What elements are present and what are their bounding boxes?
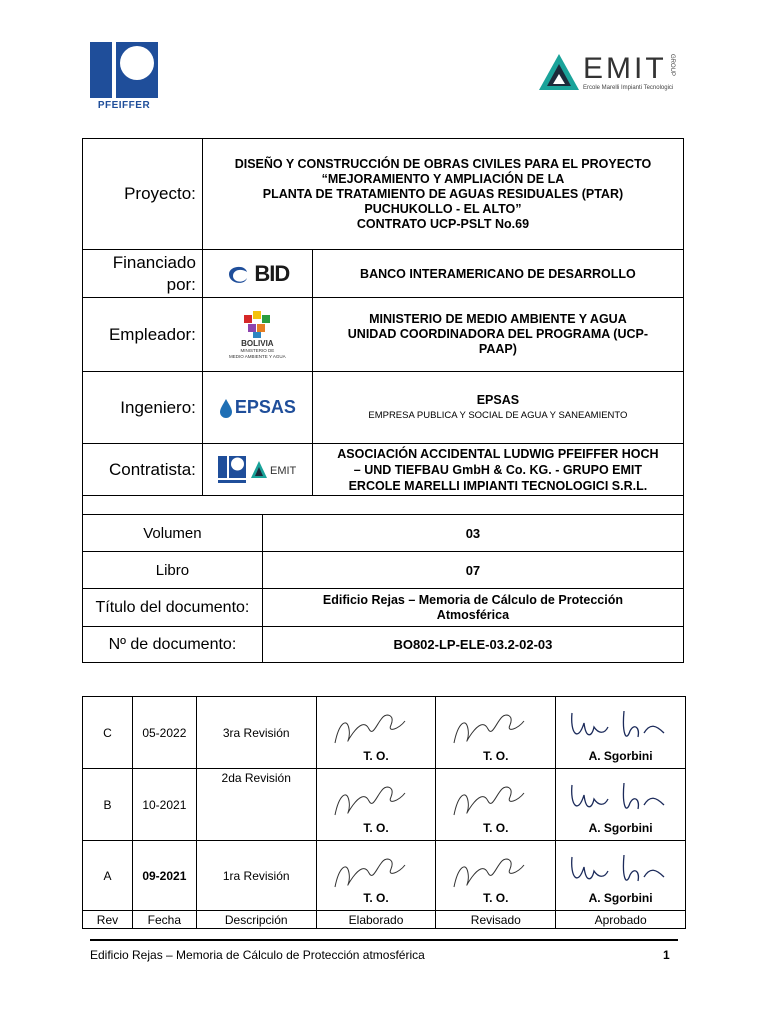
pfeiffer-mini-logo-icon bbox=[218, 456, 246, 484]
revisado-name: T. O. bbox=[483, 749, 509, 763]
engineer-name: EPSAS bbox=[476, 392, 520, 407]
revisado-signature-cell bbox=[436, 769, 556, 841]
contractor-line: – UND TIEFBAU GmbH & Co. KG. - GRUPO EMIT bbox=[353, 462, 642, 477]
signature-icon bbox=[325, 847, 415, 897]
footer-text: Edificio Rejas – Memoria de Cálculo de Protección atmosférica bbox=[90, 948, 425, 962]
contractor-label: Contratista: bbox=[83, 444, 203, 496]
financed-value: BANCO INTERAMERICANO DE DESARROLLO bbox=[312, 250, 683, 298]
doc-title-line: Atmosférica bbox=[436, 607, 510, 622]
employer-label: Empleador: bbox=[83, 298, 203, 372]
doc-number-row bbox=[83, 627, 684, 663]
signature-icon bbox=[444, 703, 534, 753]
rev-date: 10-2021 bbox=[132, 769, 196, 841]
signature-icon bbox=[325, 775, 415, 825]
financed-label-line: Financiado bbox=[112, 252, 196, 272]
project-row bbox=[83, 139, 684, 250]
book-label: Libro bbox=[83, 552, 263, 589]
bid-logo bbox=[202, 250, 312, 298]
doc-title-row bbox=[83, 589, 684, 627]
revisado-name: T. O. bbox=[483, 891, 509, 905]
bolivia-logo-sub-line: MINISTERIO DE bbox=[240, 348, 275, 353]
engineer-value bbox=[312, 372, 683, 444]
aprobado-name: A. Sgorbini bbox=[588, 821, 653, 835]
aprobado-name: A. Sgorbini bbox=[588, 749, 653, 763]
project-description bbox=[202, 139, 683, 250]
epsas-logo-text: EPSAS bbox=[234, 397, 296, 417]
book-value: 07 bbox=[262, 552, 683, 589]
footer-divider bbox=[90, 939, 678, 941]
signature-icon bbox=[325, 703, 415, 753]
engineer-subtitle: EMPRESA PUBLICA Y SOCIAL DE AGUA Y SANEAMIENTO bbox=[368, 409, 628, 421]
emit-logo-text: EMIT bbox=[583, 52, 667, 85]
aprobado-name: A. Sgorbini bbox=[588, 891, 653, 905]
rev-description: 3ra Revisión bbox=[196, 697, 316, 769]
elaborado-signature-cell bbox=[316, 697, 436, 769]
project-line: PUCHUKOLLO - EL ALTO” bbox=[364, 201, 522, 216]
bolivia-emblem-icon bbox=[240, 309, 274, 339]
elaborado-name: T. O. bbox=[363, 749, 389, 763]
contractor-line: ERCOLE MARELLI IMPIANTI TECNOLOGICI S.R.L. bbox=[348, 478, 648, 493]
engineer-row bbox=[83, 372, 684, 444]
revisado-signature-cell bbox=[436, 697, 556, 769]
signature-icon bbox=[564, 847, 674, 897]
financed-label-line: por: bbox=[166, 274, 196, 294]
revision-header-row bbox=[83, 911, 686, 929]
project-info-table bbox=[82, 138, 684, 663]
employer-line: UNIDAD COORDINADORA DEL PROGRAMA (UCP- bbox=[347, 327, 649, 341]
pfeiffer-logo bbox=[90, 42, 158, 112]
emit-logo-group: GROUP bbox=[669, 54, 675, 77]
engineer-label: Ingeniero: bbox=[83, 372, 203, 444]
header-rev: Rev bbox=[83, 911, 133, 929]
signature-icon bbox=[564, 703, 674, 753]
rev-date: 05-2022 bbox=[132, 697, 196, 769]
rev-code: A bbox=[83, 841, 133, 911]
emit-logo bbox=[537, 52, 679, 94]
financed-row bbox=[83, 250, 684, 298]
project-label: Proyecto: bbox=[83, 139, 203, 250]
project-line: PLANTA DE TRATAMIENTO DE AGUAS RESIDUALES (PTAR) bbox=[262, 186, 624, 201]
financed-label bbox=[83, 250, 203, 298]
volume-value: 03 bbox=[262, 515, 683, 552]
page-number: 1 bbox=[663, 948, 670, 962]
signature-icon bbox=[564, 775, 674, 825]
doc-number-value: BO802-LP-ELE-03.2-02-03 bbox=[262, 627, 683, 663]
employer-value bbox=[312, 298, 683, 372]
rev-code: C bbox=[83, 697, 133, 769]
pfeiffer-logo-text: PFEIFFER bbox=[97, 100, 151, 111]
aprobado-signature-cell bbox=[556, 769, 686, 841]
employer-line: MINISTERIO DE MEDIO AMBIENTE Y AGUA bbox=[369, 312, 627, 326]
revisado-signature-cell bbox=[436, 841, 556, 911]
revision-row bbox=[83, 841, 686, 911]
bolivia-logo-sub bbox=[203, 348, 312, 360]
bid-logo-text: BID bbox=[254, 260, 290, 286]
header-aprobado: Aprobado bbox=[556, 911, 686, 929]
contractor-value bbox=[312, 444, 683, 496]
book-row bbox=[83, 552, 684, 589]
bolivia-logo-text: BOLIVIA bbox=[241, 339, 274, 348]
spacer-cell bbox=[83, 496, 684, 515]
bid-swirl-icon bbox=[225, 262, 251, 286]
project-line: CONTRATO UCP-PSLT No.69 bbox=[356, 216, 530, 231]
elaborado-name: T. O. bbox=[363, 821, 389, 835]
contractor-row bbox=[83, 444, 684, 496]
svg-text:EMIT: EMIT bbox=[270, 464, 297, 477]
elaborado-signature-cell bbox=[316, 841, 436, 911]
header-elaborado: Elaborado bbox=[316, 911, 436, 929]
signature-icon bbox=[444, 775, 534, 825]
employer-row bbox=[83, 298, 684, 372]
header-date: Fecha bbox=[132, 911, 196, 929]
employer-line: PAAP) bbox=[478, 342, 517, 356]
project-line: “MEJORAMIENTO Y AMPLIACIÓN DE LA bbox=[321, 171, 565, 186]
signature-icon bbox=[444, 847, 534, 897]
rev-code: B bbox=[83, 769, 133, 841]
doc-title-label: Título del documento: bbox=[83, 589, 263, 627]
emit-mini-logo-icon bbox=[250, 460, 296, 480]
contractor-logos bbox=[202, 444, 312, 496]
aprobado-signature-cell bbox=[556, 697, 686, 769]
project-line: DISEÑO Y CONSTRUCCIÓN DE OBRAS CIVILES PARA EL PROYECTO bbox=[234, 156, 652, 171]
revision-table bbox=[82, 696, 686, 929]
elaborado-signature-cell bbox=[316, 769, 436, 841]
doc-title-line: Edificio Rejas – Memoria de Cálculo de Protección bbox=[322, 592, 623, 607]
rev-description: 2da Revisión bbox=[196, 769, 316, 841]
volume-row bbox=[83, 515, 684, 552]
aprobado-signature-cell bbox=[556, 841, 686, 911]
emit-logo-subtitle: Ercole Marelli Impianti Tecnologici bbox=[583, 85, 674, 91]
doc-title-value bbox=[262, 589, 683, 627]
volume-label: Volumen bbox=[83, 515, 263, 552]
revision-row bbox=[83, 769, 686, 841]
contractor-line: ASOCIACIÓN ACCIDENTAL LUDWIG PFEIFFER HOCH bbox=[337, 446, 659, 461]
doc-number-label: Nº de documento: bbox=[83, 627, 263, 663]
spacer-row bbox=[83, 496, 684, 515]
elaborado-name: T. O. bbox=[363, 891, 389, 905]
epsas-logo bbox=[202, 372, 312, 444]
revision-row bbox=[83, 697, 686, 769]
header-revisado: Revisado bbox=[436, 911, 556, 929]
rev-date: 09-2021 bbox=[132, 841, 196, 911]
bolivia-logo bbox=[202, 298, 312, 372]
rev-description: 1ra Revisión bbox=[196, 841, 316, 911]
water-drop-icon bbox=[219, 398, 233, 418]
bolivia-logo-sub-line: MEDIO AMBIENTE Y AGUA bbox=[229, 354, 286, 359]
revisado-name: T. O. bbox=[483, 821, 509, 835]
header-description: Descripción bbox=[196, 911, 316, 929]
